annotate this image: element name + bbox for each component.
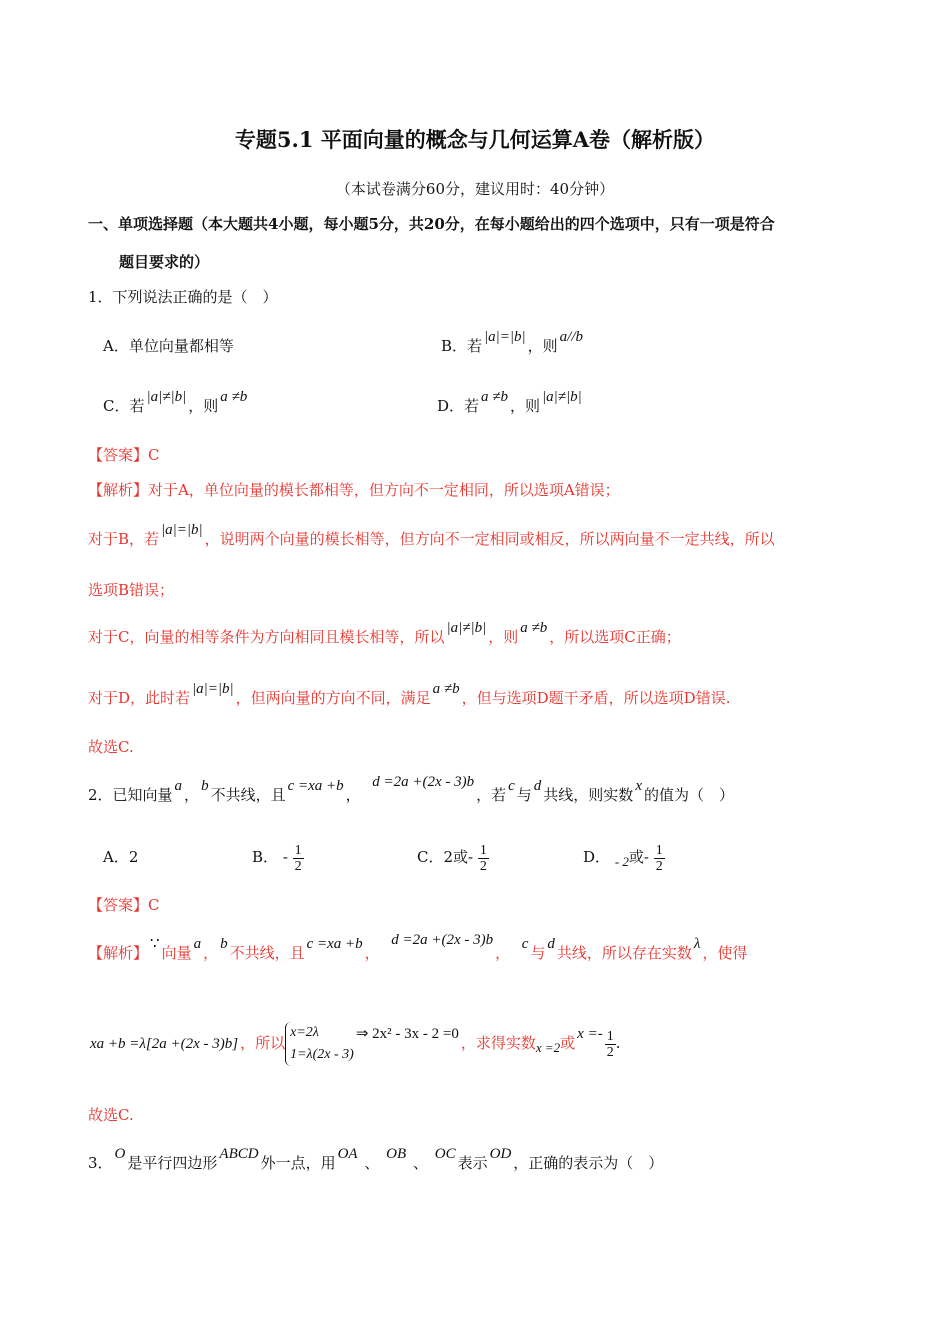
q1-option-c	[103, 389, 249, 417]
q2-answer: 【答案】C	[88, 896, 160, 914]
option-text: D．	[583, 848, 611, 866]
text: 、	[412, 1154, 428, 1172]
text: 对于D，此时若	[88, 689, 191, 707]
minus: -	[643, 848, 649, 866]
exam-info: （本试卷满分60分，建议用时：40分钟）	[335, 180, 615, 198]
text: 对于C，向量的相等条件为方向相同且模长相等，所以	[88, 628, 445, 646]
q1-option-a	[103, 336, 234, 356]
text: ，	[184, 786, 200, 804]
math: a	[193, 936, 202, 952]
page-title: 专题5.1 平面向量的概念与几何运算A卷（解析版）	[234, 127, 716, 152]
text: ，	[364, 944, 380, 962]
text: ，所以选项C正确；	[549, 628, 681, 646]
text: 的值为（ ）	[643, 786, 734, 804]
q2-option-a: A．2	[103, 848, 139, 866]
math: a ≠b	[520, 620, 548, 636]
fraction	[654, 843, 665, 874]
math: OC	[434, 1146, 456, 1162]
text: 向量	[161, 944, 192, 962]
equation: x=2λ	[290, 1025, 319, 1040]
text: ，正确的表示为（ ）	[513, 1154, 664, 1172]
q1-analysis-3: 选项B错误；	[88, 581, 175, 599]
math: d =2a +(2x - 3)b	[372, 774, 475, 790]
text: 与	[530, 944, 546, 962]
q2-option-d	[583, 835, 665, 880]
text: 【解析】	[88, 944, 149, 962]
numerator: 1	[655, 842, 663, 858]
math: a//b	[559, 329, 584, 345]
denominator: 2	[606, 1044, 614, 1060]
numerator: 1	[294, 842, 302, 858]
text: 2．已知向量	[88, 786, 173, 804]
text: 对于B，若	[88, 530, 160, 548]
text: ，	[203, 944, 219, 962]
equation-system	[285, 1022, 354, 1066]
text: ，若	[476, 786, 507, 804]
option-text: C．2或	[417, 848, 469, 866]
math: a ≠b	[432, 681, 460, 697]
math: x =-	[577, 1026, 603, 1042]
denominator: 2	[294, 858, 302, 874]
option-text: 或	[628, 848, 644, 866]
because-symbol: ∵	[150, 936, 160, 952]
text: 表示	[457, 1154, 488, 1172]
text: 与	[516, 786, 532, 804]
math-equation: xa +b =λ[2a +(2x - 3)b]	[90, 1036, 239, 1052]
text: ，	[345, 786, 361, 804]
option-text: D．若	[437, 397, 480, 415]
q1-option-d	[437, 389, 584, 417]
q1-analysis-5	[88, 681, 731, 709]
text: 3．	[88, 1154, 113, 1172]
text: 不共线，且	[210, 786, 286, 804]
math: |a|=|b|	[192, 681, 234, 697]
math: c =xa +b	[287, 778, 344, 794]
math: d =2a +(2x - 3)b	[391, 932, 494, 948]
math-equation: ⇒ 2x² - 3x - 2 =0	[355, 1026, 459, 1042]
option-text: ，则	[188, 397, 219, 415]
numerator: 1	[606, 1028, 614, 1044]
q1-analysis-1: 【解析】对于A，单位向量的模长都相等，但方向不一定相同，所以选项A错误；	[88, 481, 620, 499]
math: OB	[386, 1146, 407, 1162]
text: ，但与选项D题干矛盾，所以选项D错误.	[461, 689, 731, 707]
option-text: ，则	[510, 397, 541, 415]
math: b	[201, 778, 209, 794]
period: .	[615, 1034, 621, 1052]
question-3-stem	[88, 1146, 664, 1174]
q1-analysis-2	[88, 522, 775, 550]
math: OA	[337, 1146, 358, 1162]
option-text: ，则	[527, 337, 558, 355]
text: ，所以	[240, 1034, 286, 1052]
option-text: A．单位向量都相等	[103, 337, 234, 355]
q1-analysis-4	[88, 620, 681, 648]
fraction	[478, 843, 489, 874]
text: 、	[364, 1154, 380, 1172]
q2-option-c	[417, 835, 489, 879]
text: ，使得	[702, 944, 748, 962]
math: c	[508, 778, 515, 794]
math: λ	[693, 936, 701, 952]
math: a	[174, 778, 183, 794]
math: d	[533, 778, 542, 794]
q1-option-b	[441, 329, 585, 357]
math: |a|≠|b|	[542, 389, 582, 405]
text: ，则	[488, 628, 519, 646]
math: a ≠b	[220, 389, 248, 405]
option-text: B．	[252, 848, 279, 866]
numerator: 1	[479, 842, 487, 858]
q2-conclusion: 故选C.	[88, 1106, 134, 1124]
text: 不共线，且	[229, 944, 305, 962]
math: ABCD	[219, 1146, 259, 1162]
math: c	[521, 936, 529, 952]
q1-answer: 【答案】C	[88, 446, 160, 464]
math: O	[114, 1146, 126, 1162]
option-text: C．若	[103, 397, 145, 415]
math: x	[635, 778, 642, 794]
section-heading: 一、单项选择题（本大题共4小题，每小题5分，共20分，在每小题给出的四个选项中，只有一项是符合	[88, 215, 775, 233]
text: 共线，所以存在实数	[556, 944, 692, 962]
section-heading-cont: 题目要求的）	[119, 253, 210, 271]
minus: -	[468, 848, 474, 866]
question-2-stem	[88, 774, 734, 806]
q1-conclusion: 故选C.	[88, 738, 134, 756]
equation: 1=λ(2x - 3)	[290, 1047, 354, 1062]
text: 或	[560, 1034, 576, 1052]
question-1-stem: 1．下列说法正确的是（ ）	[88, 288, 278, 306]
text: ，说明两个向量的模长相等，但方向不一定相同或相反，所以两向量不一定共线，所以	[204, 530, 775, 548]
minus: -	[282, 848, 288, 866]
text: ，但两向量的方向不同，满足	[235, 689, 431, 707]
math: |a|=|b|	[161, 522, 203, 538]
text: 外一点，用	[260, 1154, 336, 1172]
q2-analysis-1	[88, 932, 748, 964]
fraction	[293, 843, 304, 874]
math: a ≠b	[481, 389, 509, 405]
math: c =xa +b	[306, 936, 363, 952]
math: - 2	[614, 854, 629, 869]
denominator: 2	[655, 858, 663, 874]
text: 共线，则实数	[543, 786, 634, 804]
text: ，	[495, 944, 511, 962]
option-text: B．若	[441, 337, 483, 355]
math: d	[547, 936, 555, 952]
math: |a|=|b|	[484, 329, 526, 345]
q2-option-b	[252, 835, 304, 879]
denominator: 2	[479, 858, 487, 874]
text: ，求得实数	[460, 1034, 536, 1052]
math: OD	[489, 1146, 512, 1162]
math: |a|≠|b|	[446, 620, 487, 636]
math: x =2	[535, 1040, 561, 1055]
text: 是平行四边形	[127, 1154, 218, 1172]
q2-analysis-2	[88, 1018, 620, 1069]
math: b	[220, 936, 228, 952]
fraction	[605, 1029, 616, 1060]
math: |a|≠|b|	[146, 389, 187, 405]
